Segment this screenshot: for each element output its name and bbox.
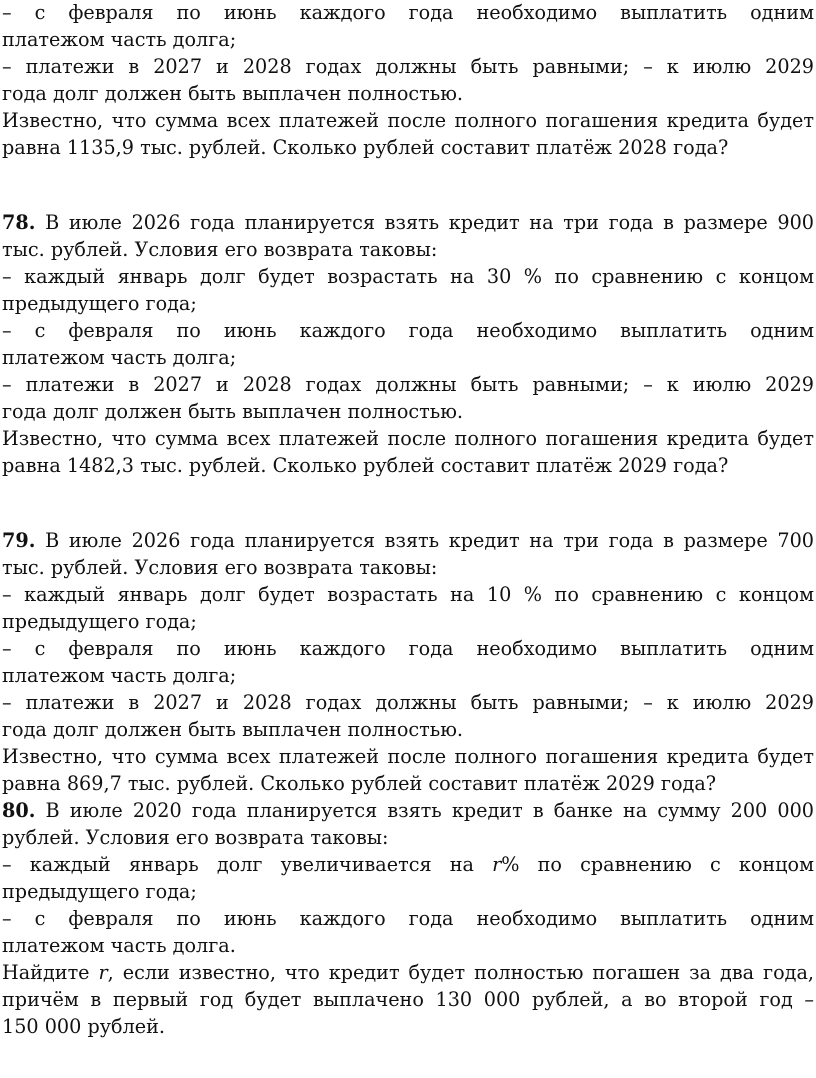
text-span: В июле 2026 года планируется взять кредит на три года в размере 700 [45, 529, 814, 552]
text-line: – платежи в 2027 и 2028 годах должны быть равными; – к июлю 2029 [2, 691, 814, 714]
text-line: – платежи в 2027 и 2028 годах должны быть равными; – к июлю 2029 [2, 373, 814, 396]
text-span: , если известно, что кредит будет полностью погашен за два года, [107, 961, 814, 984]
text-line: платежом часть долга; [2, 664, 237, 687]
text-line: равна 1135,9 тыс. рублей. Сколько рублей составит платёж 2028 года? [2, 136, 729, 159]
text-line: платежом часть долга. [2, 934, 236, 957]
text-line: – с февраля по июнь каждого года необходимо выплатить одним [2, 319, 814, 342]
text-line: рублей. Условия его возврата таковы: [2, 826, 389, 849]
variable-r: r [98, 961, 108, 984]
problem-number: 80. [2, 799, 36, 822]
text-line: равна 1482,3 тыс. рублей. Сколько рублей составит платёж 2029 года? [2, 454, 729, 477]
text-line: предыдущего года; [2, 610, 197, 633]
problem-number: 78. [2, 211, 36, 234]
text-line: года долг должен быть выплачен полностью. [2, 400, 463, 423]
text-line: платежом часть долга; [2, 346, 237, 369]
text-line: – с февраля по июнь каждого года необходимо выплатить одним [2, 907, 814, 930]
text-span: В июле 2026 года планируется взять кредит на три года в размере 900 [45, 211, 814, 234]
text-line: – каждый январь долг будет возрастать на 10 % по сравнению с концом [2, 583, 814, 606]
text-line: тыс. рублей. Условия его возврата таковы: [2, 238, 438, 261]
problem-79-first-line [2, 528, 814, 554]
text-line: предыдущего года; [2, 292, 197, 315]
text-line: года долг должен быть выплачен полностью. [2, 718, 463, 741]
text-line: 150 000 рублей. [2, 1015, 166, 1038]
text-line: Известно, что сумма всех платежей после полного погашения кредита будет [2, 427, 814, 450]
text-line: Известно, что сумма всех платежей после полного погашения кредита будет [2, 745, 814, 768]
text-line: равна 869,7 тыс. рублей. Сколько рублей составит платёж 2029 года? [2, 772, 717, 795]
text-line: Известно, что сумма всех платежей после полного погашения кредита будет [2, 109, 814, 132]
text-span: В июле 2020 года планируется взять кредит в банке на сумму 200 000 [45, 799, 814, 822]
text-line: тыс. рублей. Условия его возврата таковы: [2, 556, 438, 579]
problem-number: 79. [2, 529, 36, 552]
text-line: – с февраля по июнь каждого года необходимо выплатить одним [2, 637, 814, 660]
text-line: – с февраля по июнь каждого года необходимо выплатить одним [2, 1, 814, 24]
text-line: – платежи в 2027 и 2028 годах должны быть равными; – к июлю 2029 [2, 55, 814, 78]
text-span: % по сравнению с концом [501, 853, 814, 876]
text-line: года долг должен быть выплачен полностью. [2, 82, 463, 105]
text-line [2, 852, 814, 878]
text-line: платежом часть долга; [2, 28, 237, 51]
text-line [2, 960, 814, 986]
problem-78-first-line [2, 210, 814, 236]
text-span: Найдите [2, 961, 99, 984]
text-line: – каждый январь долг будет возрастать на 30 % по сравнению с концом [2, 265, 814, 288]
text-line: причём в первый год будет выплачено 130 000 рублей, а во второй год – [2, 988, 814, 1011]
problem-80-first-line [2, 798, 814, 824]
text-line: предыдущего года; [2, 880, 197, 903]
text-span: – каждый январь долг увеличивается на [2, 853, 493, 876]
variable-r: r [492, 853, 502, 876]
